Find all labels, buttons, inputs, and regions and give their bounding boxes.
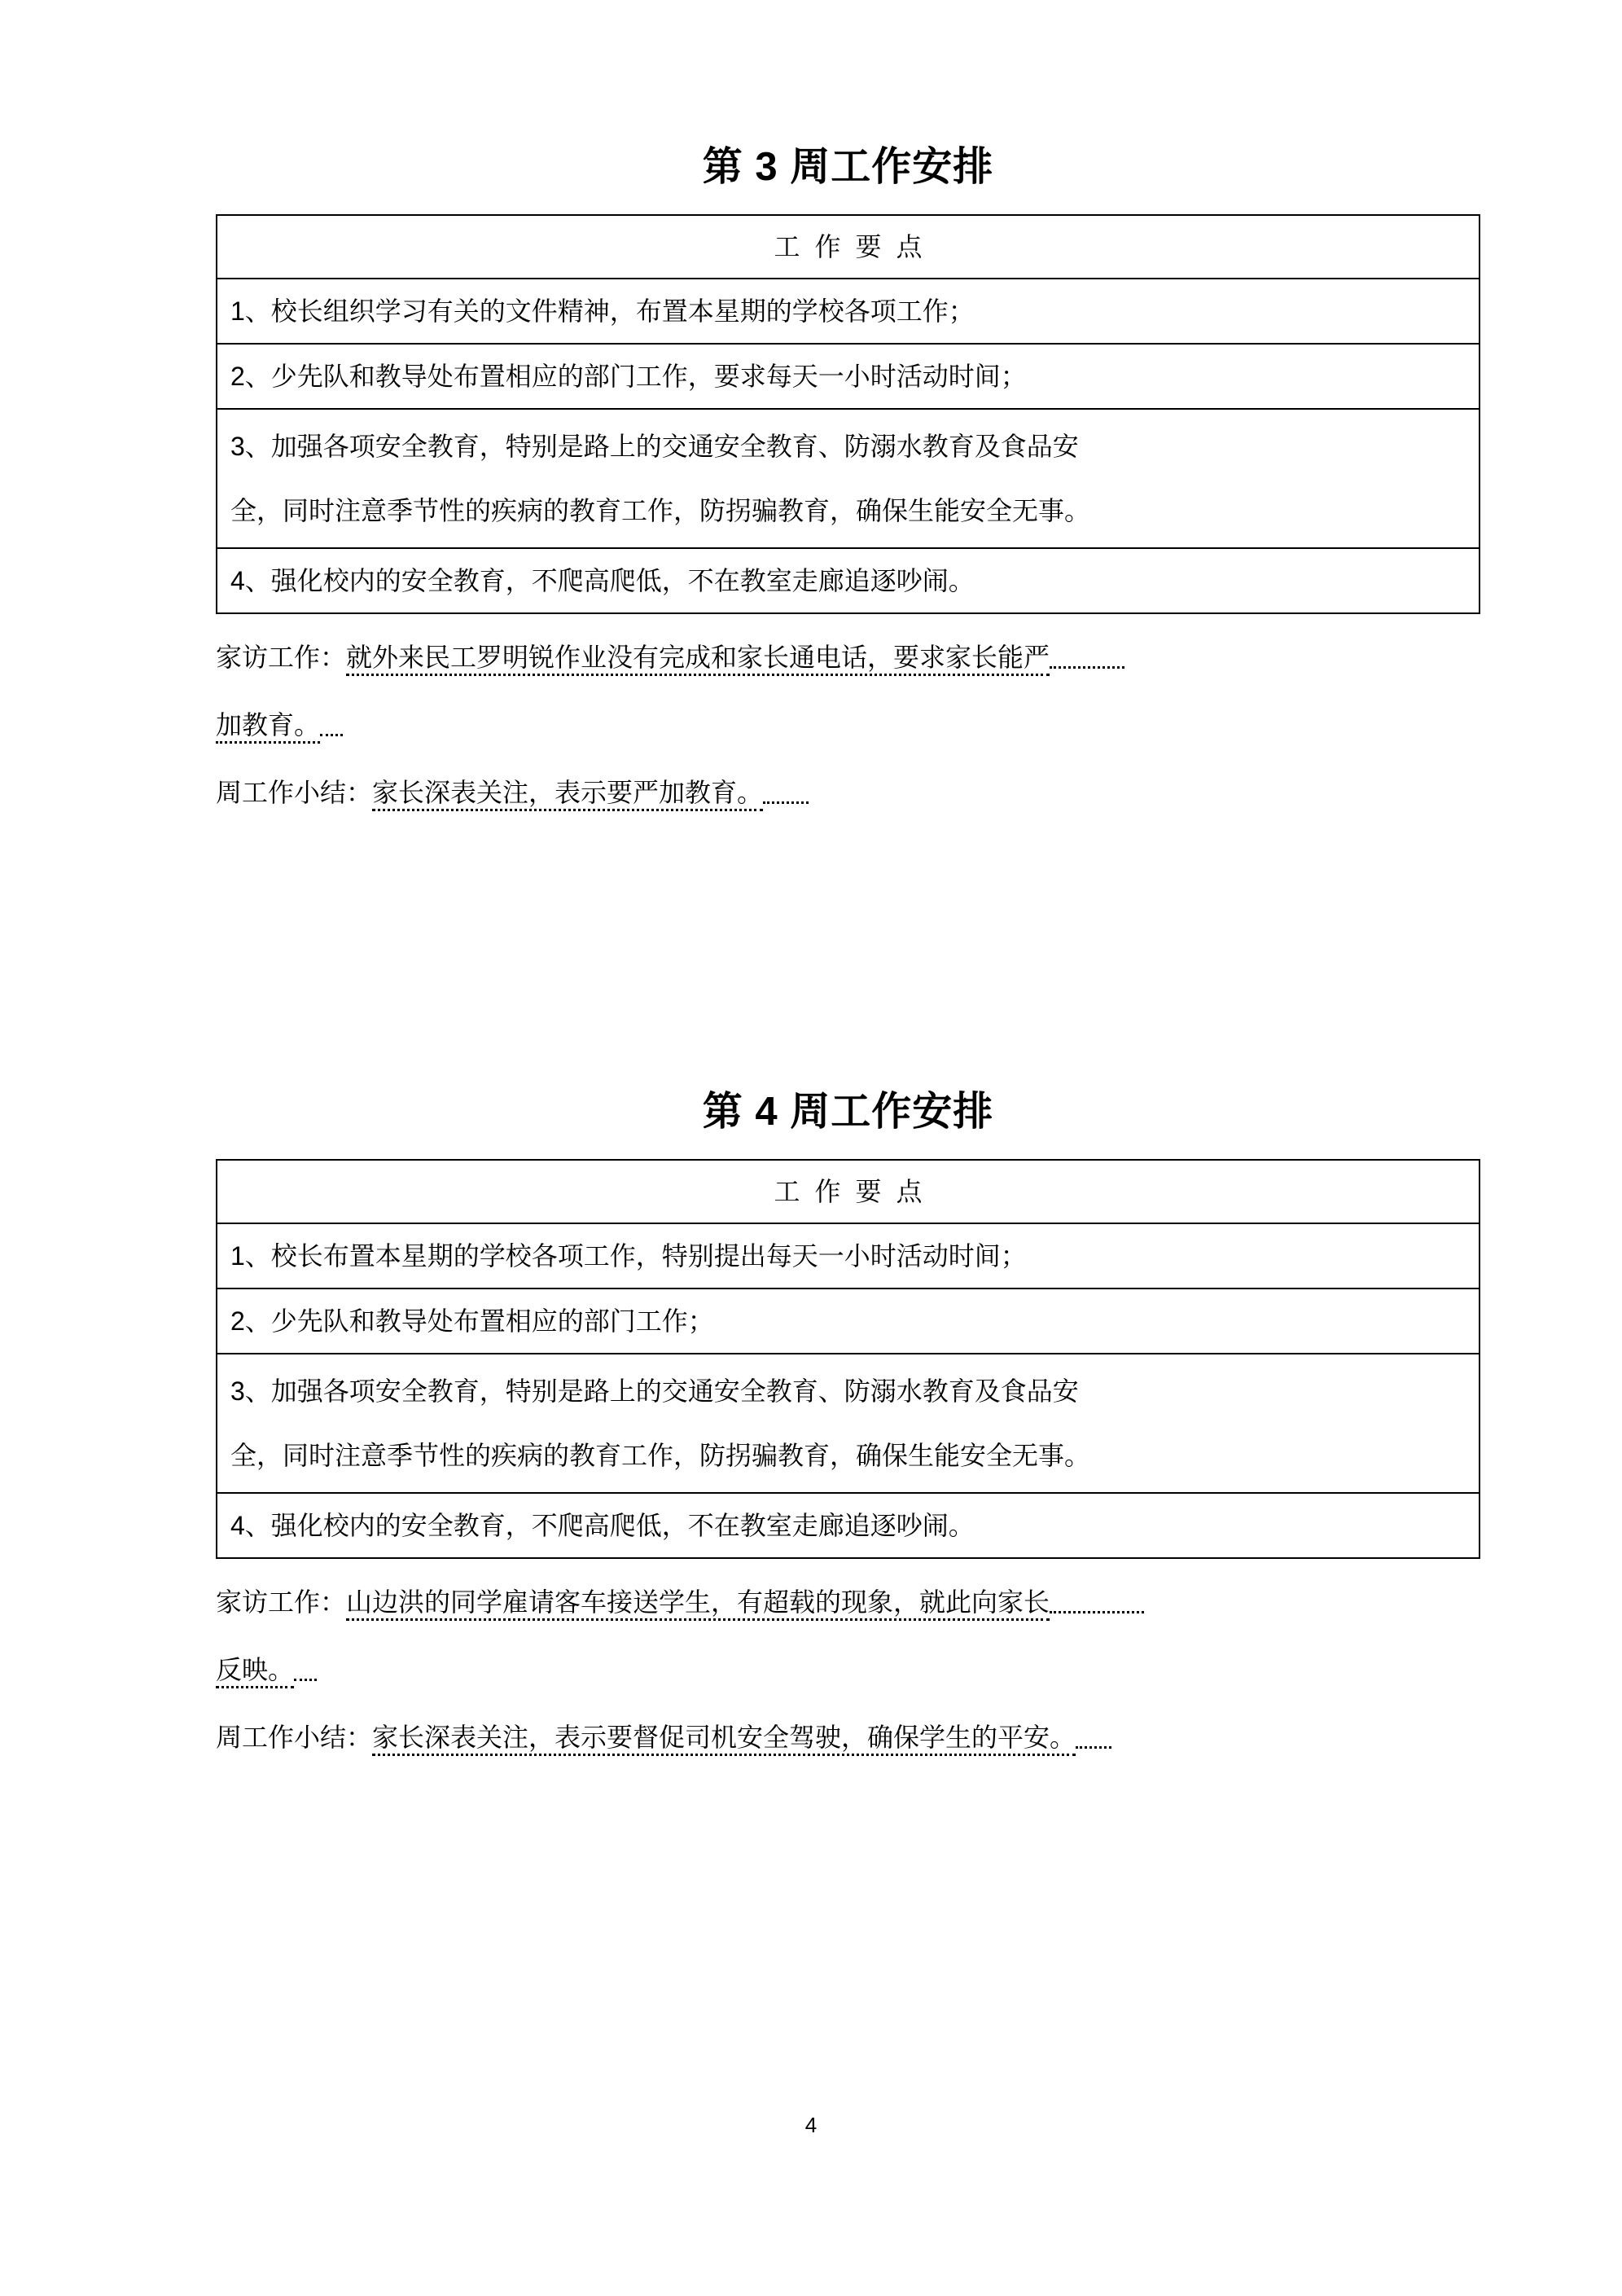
note-underlined-text: 家长深表关注，表示要严加教育。 — [372, 778, 763, 811]
note-underlined-text: 家长深表关注，表示要督促司机安全驾驶，确保学生的平安。 — [372, 1723, 1076, 1756]
week-section-4 — [216, 1087, 1480, 1772]
work-points-table — [216, 214, 1480, 614]
note-underlined-text: 反映。 — [216, 1655, 294, 1688]
table-row — [217, 1223, 1480, 1288]
table-header-cell: 工作要点 — [217, 215, 1480, 279]
work-point-line: 3、加强各项安全教育，特别是路上的交通安全教育、防溺水教育及食品安 — [230, 432, 1079, 462]
notes-block — [216, 624, 1480, 828]
work-point-cell: 1、校长组织学习有关的文件精神，布置本星期的学校各项工作； — [217, 279, 1480, 344]
note-underlined-text: 加教育。 — [216, 710, 320, 744]
work-point-cell: 2、少先队和教导处布置相应的部门工作，要求每天一小时活动时间； — [217, 344, 1480, 409]
table-row — [217, 1288, 1480, 1354]
work-point-line: 全，同时注意季节性的疾病的教育工作，防拐骗教育，确保生能安全无事。 — [230, 495, 1091, 525]
home-visit-note — [216, 624, 1480, 691]
note-label: 周工作小结： — [216, 1723, 373, 1753]
page-title: 第 4 周工作安排 — [702, 1090, 994, 1134]
note-trailing-rule — [320, 700, 343, 737]
note-trailing-rule — [294, 1645, 317, 1682]
note-underlined-text: 山边洪的同学雇请客车接送学生，有超载的现象，就此向家长 — [346, 1587, 1050, 1621]
note-underlined-text: 就外来民工罗明锐作业没有完成和家长通电话，要求家长能严 — [346, 643, 1050, 676]
work-points-table — [216, 1159, 1480, 1559]
page-number: 4 — [804, 2113, 818, 2137]
table-row — [217, 409, 1480, 548]
work-point-cell — [217, 1354, 1480, 1493]
note-trailing-rule — [1050, 632, 1124, 669]
work-point-cell — [217, 409, 1480, 548]
table-row — [217, 279, 1480, 344]
work-point-cell: 4、强化校内的安全教育，不爬高爬低，不在教室走廊追逐吵闹。 — [217, 1493, 1480, 1558]
table-header-row — [217, 1160, 1480, 1223]
home-visit-note — [216, 1569, 1480, 1636]
table-header-cell: 工作要点 — [217, 1160, 1480, 1223]
home-visit-note-continuation — [216, 1636, 1480, 1704]
work-point-cell: 4、强化校内的安全教育，不爬高爬低，不在教室走廊追逐吵闹。 — [217, 548, 1480, 613]
note-trailing-rule — [1050, 1577, 1144, 1613]
note-trailing-rule — [1076, 1713, 1111, 1749]
work-point-cell: 2、少先队和教导处布置相应的部门工作； — [217, 1288, 1480, 1354]
note-label: 周工作小结： — [216, 778, 373, 808]
work-point-line: 全，同时注意季节性的疾病的教育工作，防拐骗教育，确保生能安全无事。 — [230, 1440, 1091, 1470]
work-point-cell: 1、校长布置本星期的学校各项工作，特别提出每天一小时活动时间； — [217, 1223, 1480, 1288]
table-row — [217, 1493, 1480, 1558]
weekly-summary-note — [216, 759, 1480, 827]
note-label: 家访工作： — [216, 1587, 347, 1618]
notes-block — [216, 1569, 1480, 1772]
page-title: 第 3 周工作安排 — [702, 145, 994, 189]
work-point-line: 3、加强各项安全教育，特别是路上的交通安全教育、防溺水教育及食品安 — [230, 1376, 1079, 1407]
weekly-summary-note — [216, 1704, 1480, 1771]
table-row — [217, 548, 1480, 613]
note-label: 家访工作： — [216, 643, 347, 673]
note-trailing-rule — [763, 768, 809, 805]
week-section-3 — [216, 143, 1480, 828]
home-visit-note-continuation — [216, 691, 1480, 759]
table-row — [217, 1354, 1480, 1493]
table-row — [217, 344, 1480, 409]
table-header-row — [217, 215, 1480, 279]
